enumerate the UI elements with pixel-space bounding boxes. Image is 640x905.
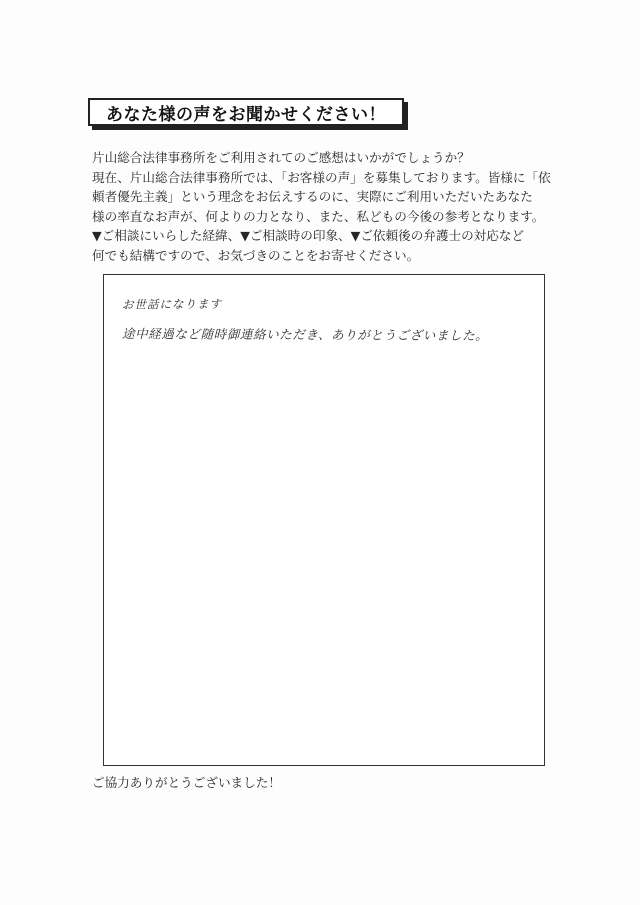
handwritten-comment <box>122 295 488 343</box>
intro-line: 何でも結構ですので、お気づきのことをお寄せください。 <box>92 247 420 263</box>
page-title: あなた様の声をお聞かせください！ <box>106 104 386 125</box>
intro-line: 頼者優先主義」という理念をお伝えするのに、実際にご利用いただいたあなた <box>92 189 533 204</box>
intro-line: 現在、片山総合法律事務所では、「お客様の声」を募集しております。皆様に「依 <box>92 169 551 185</box>
intro-line: ▼ご相談にいらした経緯、▼ご相談時の印象、▼ご依頼後の弁護士の対応など <box>92 228 525 243</box>
comment-line: お世話になります <box>121 296 223 312</box>
comment-line: 途中経過など随時御連絡いただき、ありがとうございました。 <box>121 326 489 343</box>
intro-line: 様の率直なお声が、何よりの力となり、また、私どもの今後の参考となります。 <box>92 208 545 224</box>
intro-line: 片山総合法律事務所をご利用されてのご感想はいかがでしょうか？ <box>92 150 470 165</box>
title-box <box>88 98 404 126</box>
intro-paragraph <box>92 148 552 265</box>
customer-comment-box <box>103 274 545 766</box>
closing-thanks: ご協力ありがとうございました！ <box>92 775 281 790</box>
